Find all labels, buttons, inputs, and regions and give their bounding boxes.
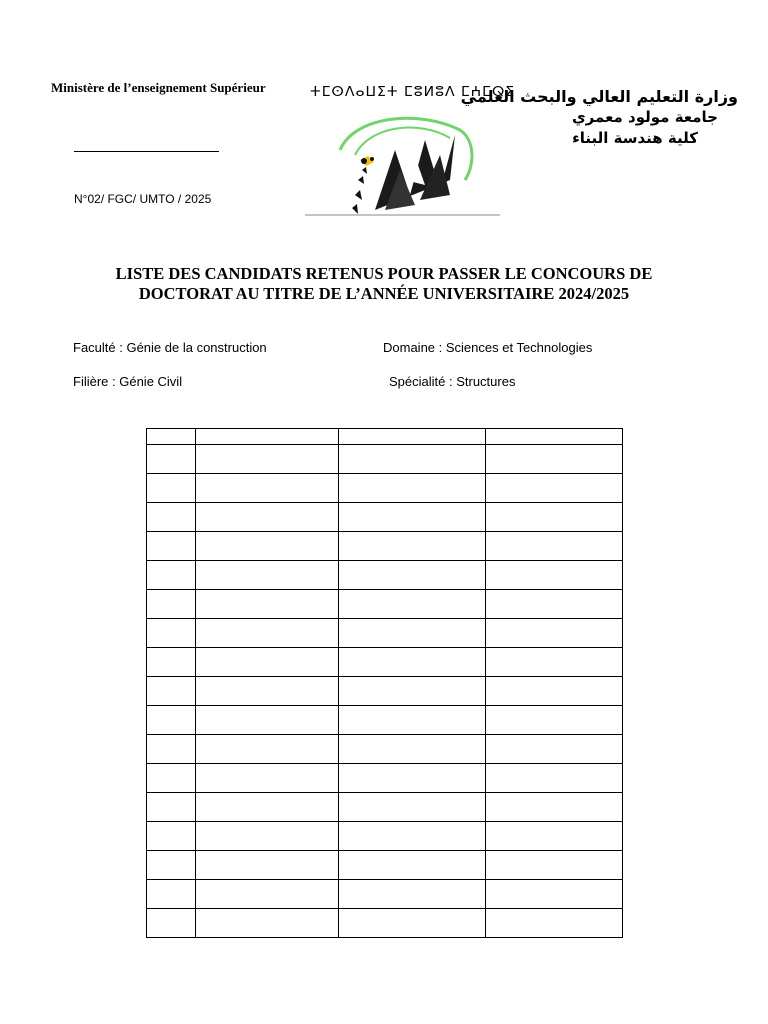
table-cell bbox=[486, 590, 623, 619]
table-cell bbox=[486, 909, 623, 938]
table-cell bbox=[196, 474, 339, 503]
table-cell bbox=[147, 474, 196, 503]
table-cell bbox=[339, 764, 486, 793]
table-cell bbox=[486, 503, 623, 532]
table-cell bbox=[486, 822, 623, 851]
table-cell bbox=[486, 706, 623, 735]
table-cell bbox=[147, 503, 196, 532]
arabic-faculty: كلية هندسة البناء bbox=[572, 129, 698, 147]
title-line-1: LISTE DES CANDIDATS RETENUS POUR PASSER LE CONCOURS DE bbox=[115, 264, 653, 283]
table-cell bbox=[486, 648, 623, 677]
table-cell bbox=[486, 474, 623, 503]
table-cell bbox=[196, 764, 339, 793]
table-cell bbox=[196, 561, 339, 590]
faculty-label: Faculté : Génie de la construction bbox=[73, 340, 267, 355]
table-cell bbox=[196, 677, 339, 706]
table-cell bbox=[196, 880, 339, 909]
table-row bbox=[147, 764, 623, 793]
table-cell bbox=[147, 764, 196, 793]
table-cell bbox=[147, 822, 196, 851]
table-cell bbox=[486, 851, 623, 880]
table-row bbox=[147, 909, 623, 938]
table-cell bbox=[486, 561, 623, 590]
table-cell bbox=[486, 880, 623, 909]
arabic-ministry: وزارة التعليم العالي والبحث العلمي bbox=[460, 87, 738, 106]
table-cell bbox=[486, 735, 623, 764]
filiere-label: Filière : Génie Civil bbox=[73, 374, 183, 389]
table-row bbox=[147, 503, 623, 532]
table-cell bbox=[339, 677, 486, 706]
table-cell bbox=[147, 706, 196, 735]
table-cell bbox=[339, 822, 486, 851]
table-row bbox=[147, 851, 623, 880]
table-cell bbox=[339, 561, 486, 590]
document-title bbox=[60, 264, 708, 304]
column-header bbox=[196, 429, 339, 445]
table-row bbox=[147, 677, 623, 706]
table-cell bbox=[147, 909, 196, 938]
arabic-university: جامعة مولود معمري bbox=[571, 108, 718, 126]
table-cell bbox=[147, 590, 196, 619]
table-cell bbox=[339, 706, 486, 735]
table-row bbox=[147, 735, 623, 764]
table-cell bbox=[147, 677, 196, 706]
table-cell bbox=[486, 532, 623, 561]
table-cell bbox=[486, 619, 623, 648]
table-cell bbox=[196, 909, 339, 938]
signature-line bbox=[74, 151, 219, 152]
table-row bbox=[147, 793, 623, 822]
table-row bbox=[147, 619, 623, 648]
table-cell bbox=[147, 561, 196, 590]
table-cell bbox=[339, 735, 486, 764]
table-row bbox=[147, 474, 623, 503]
table-row bbox=[147, 648, 623, 677]
table-cell bbox=[196, 822, 339, 851]
table-cell bbox=[486, 764, 623, 793]
table-cell bbox=[339, 474, 486, 503]
table-cell bbox=[196, 619, 339, 648]
table-cell bbox=[339, 445, 486, 474]
tifinagh-text: ⵜⵎⵙⴷⴰⵡⵉⵜ ⵎⵓⵍⵓⴷ ⵎⵄⵎⵕⵉ bbox=[310, 84, 516, 100]
table-cell bbox=[339, 793, 486, 822]
specialty-label: Spécialité : Structures bbox=[389, 374, 516, 389]
table-cell bbox=[196, 851, 339, 880]
table-cell bbox=[196, 503, 339, 532]
table-cell bbox=[147, 793, 196, 822]
table-row bbox=[147, 822, 623, 851]
table-cell bbox=[486, 793, 623, 822]
table-body bbox=[147, 445, 623, 938]
table-cell bbox=[339, 532, 486, 561]
table-cell bbox=[147, 735, 196, 764]
table-cell bbox=[339, 619, 486, 648]
reference-number: N°02/ FGC/ UMTO / 2025 bbox=[74, 192, 212, 206]
table-cell bbox=[486, 677, 623, 706]
table-cell bbox=[339, 503, 486, 532]
table-row bbox=[147, 880, 623, 909]
ministry-name-fr: Ministère de l’enseignement Supérieur bbox=[51, 80, 266, 95]
column-header bbox=[147, 429, 196, 445]
table-row bbox=[147, 706, 623, 735]
table-cell bbox=[339, 590, 486, 619]
table-cell bbox=[147, 445, 196, 474]
table-cell bbox=[147, 532, 196, 561]
table-cell bbox=[196, 793, 339, 822]
table-cell bbox=[196, 706, 339, 735]
table-cell bbox=[196, 648, 339, 677]
column-header bbox=[339, 429, 486, 445]
table-row bbox=[147, 445, 623, 474]
table-cell bbox=[196, 532, 339, 561]
table-cell bbox=[147, 880, 196, 909]
table-cell bbox=[196, 445, 339, 474]
column-header bbox=[486, 429, 623, 445]
table-cell bbox=[147, 851, 196, 880]
table-cell bbox=[339, 648, 486, 677]
table-cell bbox=[339, 851, 486, 880]
table-cell bbox=[147, 619, 196, 648]
table-cell bbox=[339, 880, 486, 909]
table-cell bbox=[486, 445, 623, 474]
table-row bbox=[147, 590, 623, 619]
university-logo bbox=[300, 110, 505, 218]
table-header-row bbox=[147, 429, 623, 445]
domain-label: Domaine : Sciences et Technologies bbox=[383, 340, 593, 355]
table-cell bbox=[196, 590, 339, 619]
table-cell bbox=[196, 735, 339, 764]
candidates-table bbox=[146, 428, 623, 938]
table-cell bbox=[339, 909, 486, 938]
table-row bbox=[147, 532, 623, 561]
table-row bbox=[147, 561, 623, 590]
table-cell bbox=[147, 648, 196, 677]
title-line-2: DOCTORAT AU TITRE DE L’ANNÉE UNIVERSITAIRE 2024/2025 bbox=[138, 284, 630, 303]
